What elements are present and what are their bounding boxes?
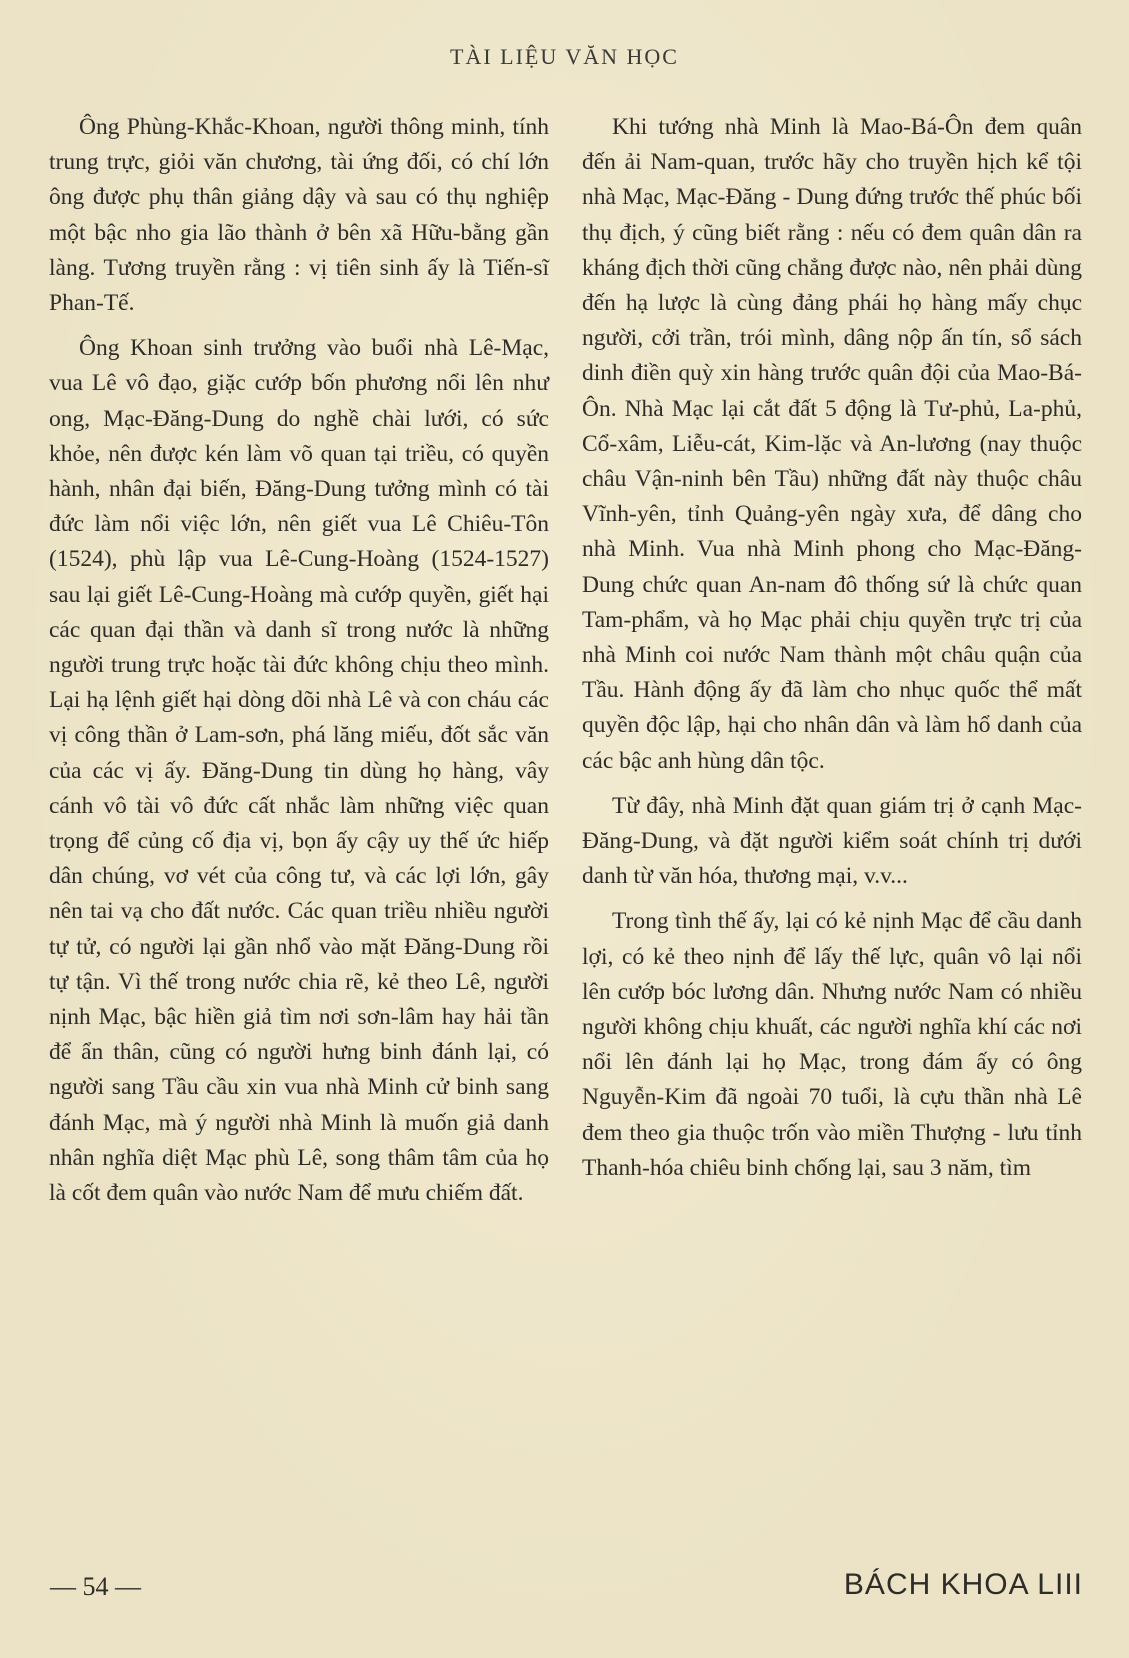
paragraph: Trong tình thế ấy, lại có kẻ nịnh Mạc để cầu danh lợi, có kẻ theo nịnh để lấy thế lực, quân vô lại nổi lên cướp bóc lương dân. Nhưng nước Nam có nhiều người không chịu khuất, các người nghĩa khí các nơi nổi lên đánh lại họ Mạc, trong đám ấy có ông Nguyễn-Kim đã ngoài 70 tuổi, là cựu thần nhà Lê đem theo gia thuộc trốn vào miền Thượng - lưu tỉnh Thanh-hóa chiêu binh chống lại, sau 3 năm, tìm bbox=[582, 908, 1082, 1181]
publication-name: BÁCH KHOA LIII bbox=[843, 1568, 1083, 1601]
paragraph: Ông Khoan sinh trưởng vào buổi nhà Lê-Mạc, vua Lê vô đạo, giặc cướp bốn phương nổi lên như ong, Mạc-Đăng-Dung do nghề chài lưới, có sức khỏe, nên được kén làm võ quan tại triều, có quyền hành, nhân đại biến, Đăng-Dung tưởng mình có tài đức làm nổi việc lớn, nên giết vua Lê Chiêu-Tôn (1524), phù lập vua Lê-Cung-Hoàng (1524-1527) sau lại giết Lê-Cung-Hoàng mà cướp quyền, giết hại các quan đại thần và danh sĩ trong nước là những người trung trực hoặc tài đức không chịu theo mình. Lại hạ lệnh giết hại dòng dõi nhà Lê và con cháu các vị công thần ở Lam-sơn, phá lăng miếu, đốt sắc văn của các vị ấy. Đăng-Dung tin dùng họ hàng, vây cánh vô tài vô đức cất nhắc làm những việc quan trọng để củng cố địa vị, bọn ấy cậy uy thế ức hiếp dân chúng, vơ vét của công tư, và các lợi lớn, gây nên tai vạ cho đất nước. Các quan triều nhiều người tự tử, có người lại gần nhổ vào mặt Đăng-Dung rồi tự tận. Vì thế trong nước chia rẽ, kẻ theo Lê, người nịnh Mạc, bậc hiền giả tìm nơi sơn-lâm hay hải tần để ẩn thân, cũng có người hưng binh đánh lại, có người sang Tầu cầu xin vua nhà Minh cử binh sang đánh Mạc, mà ý người nhà Minh là muốn giả danh nhân nghĩa diệt Mạc phù Lê, song thâm tâm của họ là cốt đem quân vào nước Nam để mưu chiếm đất. bbox=[49, 335, 549, 1207]
left-column bbox=[49, 110, 549, 1211]
paragraph: Từ đây, nhà Minh đặt quan giám trị ở cạnh Mạc-Đăng-Dung, và đặt người kiểm soát chính trị dưới danh từ văn hóa, thương mại, v.v... bbox=[582, 792, 1082, 890]
paragraph: Ông Phùng-Khắc-Khoan, người thông minh, tính trung trực, giỏi văn chương, tài ứng đối, có chí lớn ông được phụ thân giảng dậy và sau có thụ nghiệp một bậc nho gia lão thành ở bên xã Hữu-bằng gần làng. Tương truyền rằng : vị tiên sinh ấy là Tiến-sĩ Phan-Tế. bbox=[49, 114, 549, 317]
paragraph: Khi tướng nhà Minh là Mao-Bá-Ôn đem quân đến ải Nam-quan, trước hãy cho truyền hịch kể tội nhà Mạc, Mạc-Đăng - Dung đứng trước thế phúc bối thụ địch, ý cũng biết rằng : nếu có đem quân dân ra kháng địch thời cũng chẳng được nào, nên phải dùng đến hạ lược là cùng đảng phái họ hàng mấy chục người, cởi trần, trói mình, dâng nộp ấn tín, sổ sách dinh điền quỳ xin hàng trước quân đội của Mao-Bá-Ôn. Nhà Mạc lại cắt đất 5 động là Tư-phủ, La-phủ, Cổ-xâm, Liễu-cát, Kim-lặc và An-lương (nay thuộc châu Vận-ninh bên Tầu) những đất này thuộc châu Vĩnh-yên, tỉnh Quảng-yên ngày xưa, để dâng cho nhà Minh. Vua nhà Minh phong cho Mạc-Đăng-Dung chức quan An-nam đô thống sứ là chức quan Tam-phẩm, và họ Mạc phải chịu quyền trực trị của nhà Minh coi nước Nam thành một châu quận của Tầu. Hành động ấy đã làm cho nhục quốc thể mất quyền độc lập, hại cho nhân dân và làm hổ danh của các bậc anh hùng dân tộc. bbox=[582, 114, 1082, 774]
page-number: — 54 — bbox=[50, 1572, 141, 1601]
right-column bbox=[582, 110, 1082, 1186]
running-header: TÀI LIỆU VĂN HỌC bbox=[450, 44, 679, 69]
